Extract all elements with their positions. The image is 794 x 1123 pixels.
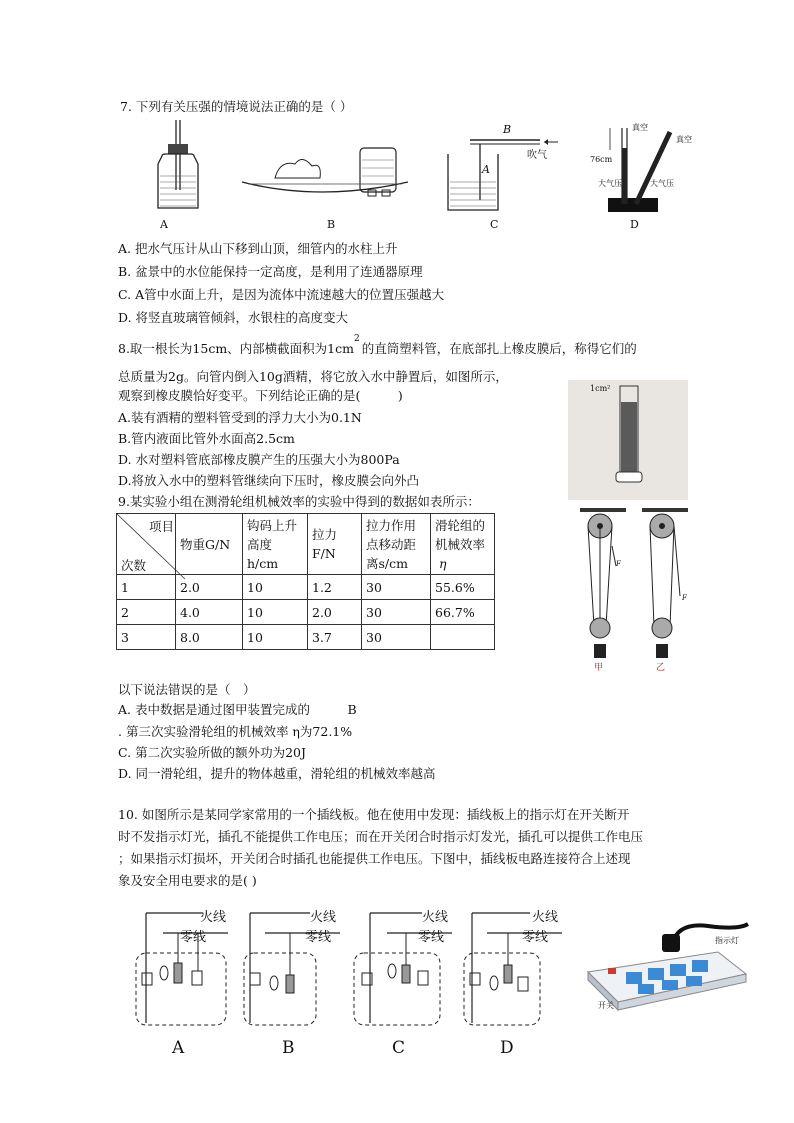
q9-cell: 1.2 <box>308 575 362 600</box>
q9-header-item: 项目 <box>149 519 175 534</box>
q9-cell: 3 <box>117 625 176 650</box>
q10-line-1: 10. 如图所示是某同学家常用的一个插线板。他在使用中发现：插线板上的指示灯在开关断开 <box>118 807 630 822</box>
q10-c-neutral: 零线 <box>418 930 445 945</box>
q9-header-efficiency-1: 滑轮组的 <box>435 517 486 533</box>
q9-option-b: . 第三次实验滑轮组的机械效率 η为72.1% <box>118 724 353 739</box>
q10-c-live: 火线 <box>422 910 449 925</box>
q10-d-neutral: 零线 <box>522 930 549 945</box>
q8-option-b: B.管内液面比管外水面高2.5cm <box>118 431 295 446</box>
q10-line-3: ；如果指示灯损坏，开关闭合时插孔也能提供工作电压。下图中，插线板电路连接符合上述现 <box>118 851 631 866</box>
q7-d-atm-1: 大气压 <box>598 179 622 188</box>
q8-figure <box>568 380 688 500</box>
q8-line-1b: 的直筒塑料管，在底部扎上橡皮膜后，称得它们的 <box>361 341 637 356</box>
q9-header-force-1: 拉力 <box>312 527 338 542</box>
q10-a-neutral: 零线 <box>180 930 207 945</box>
q10-label-c: C <box>392 1038 406 1058</box>
q7-stem: 7. 下列有关压强的情境说法正确的是（ ） <box>120 99 353 114</box>
q9-table-header-row <box>117 514 495 575</box>
q9-header-height-2: 高度h/cm <box>247 536 279 571</box>
q9-header-corner <box>117 514 176 575</box>
q7-label-a: A <box>160 218 168 231</box>
q9-cell: 10 <box>243 625 308 650</box>
q7-d-vacuum-2: 真空 <box>676 135 692 144</box>
q10-b-live: 火线 <box>310 910 337 925</box>
q9-data-table <box>116 513 495 650</box>
q9-cell: 3.7 <box>308 625 362 650</box>
q7-d-76cm: 76cm <box>590 155 613 164</box>
q9-cell: 10 <box>243 575 308 600</box>
q9-header-distance-2: 点移动距 <box>366 536 417 552</box>
q10-label-a: A <box>172 1038 185 1058</box>
q9-label-jia: 甲 <box>594 663 604 673</box>
q9-cell: 2.0 <box>308 600 362 625</box>
q9-pulley-figure <box>570 506 695 676</box>
q7-figure-b <box>240 140 410 200</box>
q9-cell: 66.7% <box>431 600 495 625</box>
q7-c-label-b: B <box>503 123 512 136</box>
q7-figure-c <box>440 120 560 215</box>
q10-a-live: 火线 <box>200 910 227 925</box>
q9-cell: 2 <box>117 600 176 625</box>
table-row <box>117 600 495 625</box>
q9-header-force-2: F/N <box>312 546 336 561</box>
q7-label-d: D <box>630 218 639 231</box>
q7-d-vacuum-1: 真空 <box>632 123 648 132</box>
q7-option-d: D. 将竖直玻璃管倾斜，水银柱的高度变大 <box>118 310 349 325</box>
q10-b-neutral: 零线 <box>305 930 332 945</box>
q9-header-efficiency-3: η <box>439 555 447 571</box>
q9-header-height-1: 钩码上升 <box>247 517 298 533</box>
q7-label-c: C <box>490 218 499 231</box>
q9-header-distance <box>362 514 431 575</box>
q7-figure-a <box>150 120 210 215</box>
q8-line-3: 观察到橡皮膜恰好变平。下列结论正确的是( ) <box>118 388 403 403</box>
q9-label-yi: 乙 <box>656 663 666 673</box>
q9-cell: 30 <box>362 625 431 650</box>
table-row <box>117 625 495 650</box>
q9-header-height <box>243 514 308 575</box>
q9-header-distance-3: 离s/cm <box>366 555 408 571</box>
q7-d-atm-2: 大气压 <box>650 179 674 188</box>
q9-cell <box>431 625 495 650</box>
q8-line-2: 总质量为2g。向管内倒入10g酒精，将它放入水中静置后，如图所示， <box>118 369 508 384</box>
q9-force-label-2: F <box>682 594 687 602</box>
q10-line-2: 时不发指示灯光，插孔不能提供工作电压；而在开关闭合时指示灯发光，插孔可以提供工作电压 <box>118 829 644 844</box>
q10-d-live: 火线 <box>532 910 559 925</box>
q9-cell: 30 <box>362 575 431 600</box>
q9-cell: 10 <box>243 600 308 625</box>
q9-cell: 1 <box>117 575 176 600</box>
q8-option-a: A.装有酒精的塑料管受到的浮力大小为0.1N <box>118 410 362 425</box>
q8-option-d: D.将放入水中的塑料管继续向下压时，橡皮膜会向外凸 <box>118 473 420 488</box>
q9-cell: 30 <box>362 600 431 625</box>
q9-header-weight: 物重G/N <box>176 514 243 575</box>
q10-photo-switch-label: 开关 <box>598 1001 614 1010</box>
q9-stem: 9.某实验小组在测滑轮组机械效率的实验中得到的数据如表所示： <box>118 494 480 509</box>
q10-photo-indicator-label: 指示灯 <box>715 936 739 945</box>
q8-option-c: D. 水对塑料管底部橡皮膜产生的压强大小为800Pa <box>118 452 400 467</box>
q7-c-blow-label: 吹气 <box>527 150 547 161</box>
q7-option-a: A. 把水气压计从山下移到山顶，细管内的水柱上升 <box>118 241 398 256</box>
q8-figure-label: 1cm² <box>590 384 611 393</box>
q8-superscript: 2 <box>354 334 360 344</box>
q10-line-4: 象及安全用电要求的是( ) <box>118 873 257 888</box>
q10-label-b: B <box>282 1038 295 1058</box>
q7-c-label-a: A <box>482 163 490 176</box>
q8-line-1a: 8.取一根长为15cm、内部横截面积为1cm <box>118 341 354 356</box>
q10-label-d: D <box>500 1038 514 1058</box>
q9-header-distance-1: 拉力作用 <box>366 517 417 533</box>
q7-option-b: B. 盆景中的水位能保持一定高度，是利用了连通器原理 <box>118 264 423 279</box>
q9-header-times: 次数 <box>121 558 147 573</box>
q9-option-c: C. 第二次实验所做的额外功为20J <box>118 745 306 760</box>
q9-cell: 4.0 <box>176 600 243 625</box>
q9-cell: 2.0 <box>176 575 243 600</box>
q9-header-force <box>308 514 362 575</box>
q9-cell: 8.0 <box>176 625 243 650</box>
q9-cell: 55.6% <box>431 575 495 600</box>
q7-figure-d <box>600 118 690 218</box>
q7-label-b: B <box>327 218 336 231</box>
q8-line-1 <box>118 334 637 360</box>
q9-header-efficiency-2: 机械效率 <box>435 536 486 552</box>
q9-header-efficiency <box>431 514 495 575</box>
q7-option-c: C. A管中水面上升，是因为流体中流速越大的位置压强越大 <box>118 287 445 302</box>
q9-option-d: D. 同一滑轮组，提升的物体越重，滑轮组的机械效率越高 <box>118 766 436 781</box>
q9-force-label-1: F <box>616 560 621 568</box>
q9-option-a: A. 表中数据是通过图甲装置完成的 B <box>118 702 357 717</box>
q9-question: 以下说法错误的是（ ） <box>118 682 256 697</box>
